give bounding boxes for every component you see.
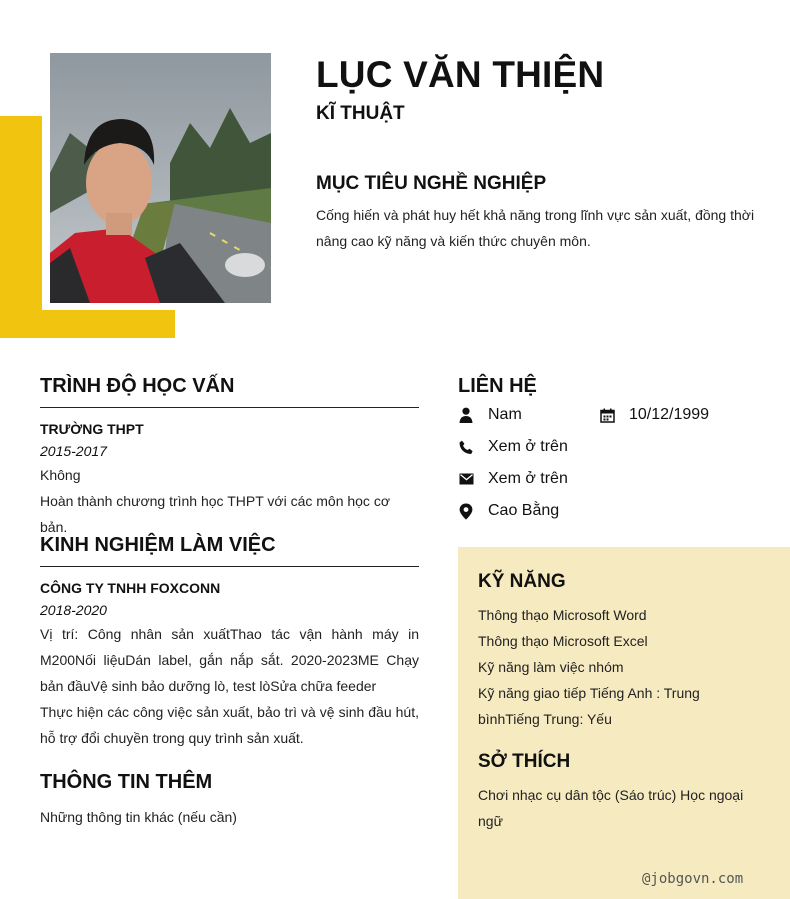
additional-section [40, 771, 419, 830]
section-divider [40, 566, 419, 567]
contact-address [458, 502, 559, 520]
calendar-icon [599, 407, 615, 423]
section-divider [40, 407, 419, 408]
education-description: Hoàn thành chương trình học THPT với các môn học cơ bản. [40, 493, 391, 535]
person-icon [458, 407, 474, 423]
experience-section [40, 534, 419, 751]
watermark: @jobgovn.com [642, 871, 744, 887]
skills-list [478, 602, 758, 732]
contact-email-text: Xem ở trên [488, 470, 568, 487]
skill-item: Kỹ năng làm việc nhóm [478, 659, 624, 675]
experience-details: Vị trí: Công nhân sản xuấtThao tác vận hành máy in M200Nối liệuDán label, gắn nắp sắt. 2020-2023ME Chạy bản đầuVệ sinh bảo dưỡng lò, test lòSửa chữa feeder [40, 626, 419, 694]
additional-text: Những thông tin khác (nếu cần) [40, 809, 237, 825]
contact-phone [458, 438, 568, 456]
contact-phone-text: Xem ở trên [488, 438, 568, 455]
contact-email [458, 470, 568, 488]
location-pin-icon [458, 503, 474, 519]
experience-heading: KINH NGHIỆM LÀM VIỆC [40, 534, 276, 556]
education-major: Không [40, 467, 81, 483]
hobbies-text: Chơi nhạc cụ dân tộc (Sáo trúc) Học ngoại ngữ [478, 787, 744, 829]
education-school: TRƯỜNG THPT [40, 421, 144, 437]
objective-heading: MỤC TIÊU NGHỀ NGHIỆP [316, 173, 547, 194]
contact-birthday [599, 406, 709, 424]
accent-bar-horizontal [0, 310, 175, 338]
skill-item: Thông thạo Microsoft Excel [478, 633, 648, 649]
accent-bar-vertical [0, 116, 42, 338]
education-period: 2015-2017 [40, 443, 107, 459]
contact-gender [458, 406, 522, 424]
job-title: KĨ THUẬT [316, 103, 405, 124]
skill-item: Kỹ năng giao tiếp Tiếng Anh : Trung bìnhTiếng Trung: Yếu [478, 685, 700, 727]
contact-heading: LIÊN HỆ [458, 375, 537, 397]
experience-summary: Thực hiện các công việc sản xuất, bảo trì và vệ sinh đầu hút, hỗ trợ đổi chuyền trong quy trình sản xuất. [40, 704, 419, 746]
experience-company: CÔNG TY TNHH FOXCONN [40, 580, 221, 596]
education-heading: TRÌNH ĐỘ HỌC VẤN [40, 375, 235, 397]
contact-birthday-text: 10/12/1999 [629, 406, 710, 423]
objective-text: Cống hiến và phát huy hết khả năng trong lĩnh vực sản xuất, đồng thời nâng cao kỹ năng và kiến thức chuyên môn. [316, 207, 755, 249]
skill-item: Thông thạo Microsoft Word [478, 607, 647, 623]
candidate-name: LỤC VĂN THIỆN [316, 54, 605, 95]
education-section [40, 375, 419, 540]
email-icon [458, 471, 474, 487]
additional-heading: THÔNG TIN THÊM [40, 771, 213, 793]
phone-icon [458, 439, 474, 455]
hobbies-heading: SỞ THÍCH [478, 751, 571, 772]
contact-address-text: Cao Bằng [488, 502, 560, 519]
skills-heading: KỸ NĂNG [478, 571, 566, 592]
skills-sidebar [458, 547, 790, 899]
profile-photo [50, 53, 271, 303]
contact-gender-text: Nam [488, 406, 522, 423]
experience-period: 2018-2020 [40, 602, 107, 618]
